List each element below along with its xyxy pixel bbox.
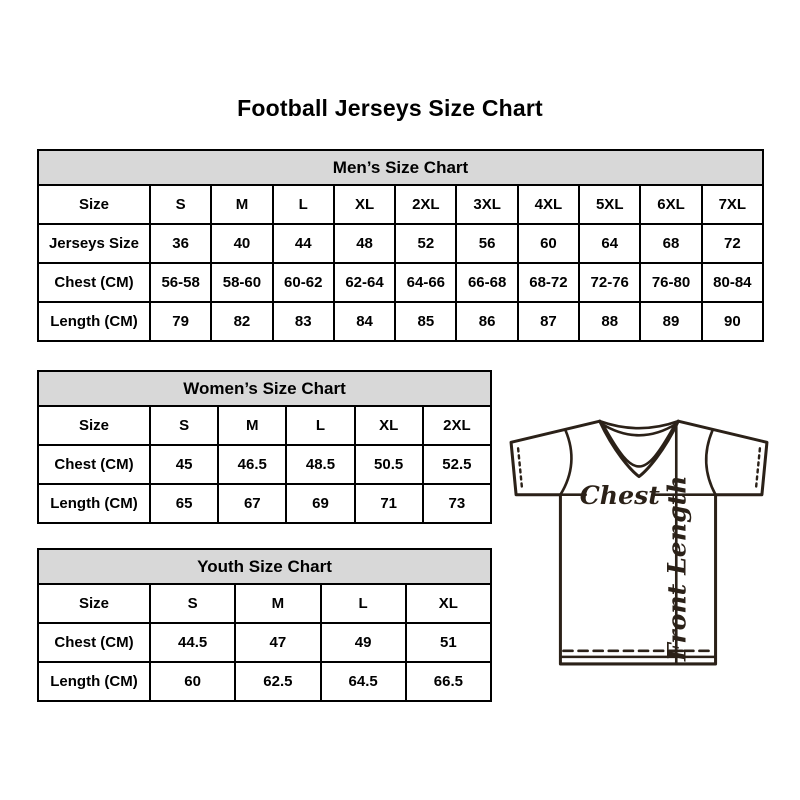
size-cell: 44.5 <box>150 623 235 662</box>
size-cell: 80-84 <box>702 263 763 302</box>
front-length-measure-label: Front Length <box>661 475 692 662</box>
youth-size-table <box>37 548 492 702</box>
row-label: Size <box>38 584 150 623</box>
size-cell: 69 <box>286 484 354 523</box>
jersey-measurement-diagram-icon <box>503 399 775 671</box>
size-cell: 62-64 <box>334 263 395 302</box>
size-cell: XL <box>355 406 423 445</box>
size-cell: 49 <box>321 623 406 662</box>
size-cell: 2XL <box>395 185 456 224</box>
table-row <box>38 302 763 341</box>
table-row <box>38 263 763 302</box>
size-cell: 2XL <box>423 406 491 445</box>
table-row <box>38 584 491 623</box>
row-label: Length (CM) <box>38 662 150 701</box>
mens-size-table <box>37 149 764 342</box>
size-cell: 64 <box>579 224 640 263</box>
row-label: Size <box>38 406 150 445</box>
row-label: Chest (CM) <box>38 445 150 484</box>
size-cell: 67 <box>218 484 286 523</box>
table-row <box>38 185 763 224</box>
size-cell: 50.5 <box>355 445 423 484</box>
table-row <box>38 662 491 701</box>
size-cell: 68-72 <box>518 263 579 302</box>
row-label: Chest (CM) <box>38 263 150 302</box>
size-cell: 62.5 <box>235 662 320 701</box>
row-label: Size <box>38 185 150 224</box>
size-cell: 47 <box>235 623 320 662</box>
size-cell: 71 <box>355 484 423 523</box>
size-cell: 51 <box>406 623 491 662</box>
size-cell: 5XL <box>579 185 640 224</box>
size-cell: 58-60 <box>211 263 272 302</box>
table-row <box>38 406 491 445</box>
size-cell: 36 <box>150 224 211 263</box>
size-cell: 65 <box>150 484 218 523</box>
size-cell: 48.5 <box>286 445 354 484</box>
jersey-outline <box>511 421 767 664</box>
table-row <box>38 484 491 523</box>
size-cell: 45 <box>150 445 218 484</box>
size-cell: 89 <box>640 302 701 341</box>
size-cell: 72 <box>702 224 763 263</box>
size-cell: 66-68 <box>456 263 517 302</box>
size-cell: 64.5 <box>321 662 406 701</box>
size-cell: 87 <box>518 302 579 341</box>
size-cell: S <box>150 185 211 224</box>
size-cell: S <box>150 406 218 445</box>
row-label: Length (CM) <box>38 484 150 523</box>
size-cell: L <box>273 185 334 224</box>
womens-table-title: Women’s Size Chart <box>38 371 491 406</box>
size-cell: 66.5 <box>406 662 491 701</box>
mens-table-title: Men’s Size Chart <box>38 150 763 185</box>
womens-size-table <box>37 370 492 524</box>
size-cell: 56 <box>456 224 517 263</box>
size-cell: 3XL <box>456 185 517 224</box>
row-label: Chest (CM) <box>38 623 150 662</box>
size-cell: 82 <box>211 302 272 341</box>
size-cell: L <box>286 406 354 445</box>
size-cell: 73 <box>423 484 491 523</box>
size-cell: 52 <box>395 224 456 263</box>
size-cell: 76-80 <box>640 263 701 302</box>
size-cell: 48 <box>334 224 395 263</box>
size-cell: XL <box>334 185 395 224</box>
table-row <box>38 445 491 484</box>
size-cell: 60 <box>518 224 579 263</box>
page-title: Football Jerseys Size Chart <box>237 95 543 121</box>
size-cell: 88 <box>579 302 640 341</box>
table-row <box>38 623 491 662</box>
size-cell: 60 <box>150 662 235 701</box>
table-row <box>38 224 763 263</box>
size-cell: 46.5 <box>218 445 286 484</box>
size-cell: 72-76 <box>579 263 640 302</box>
size-cell: 86 <box>456 302 517 341</box>
size-cell: 4XL <box>518 185 579 224</box>
size-cell: M <box>218 406 286 445</box>
size-cell: 40 <box>211 224 272 263</box>
size-cell: 84 <box>334 302 395 341</box>
size-cell: 79 <box>150 302 211 341</box>
row-label: Length (CM) <box>38 302 150 341</box>
size-cell: XL <box>406 584 491 623</box>
size-cell: 68 <box>640 224 701 263</box>
size-cell: M <box>235 584 320 623</box>
size-cell: S <box>150 584 235 623</box>
size-cell: 44 <box>273 224 334 263</box>
size-cell: 60-62 <box>273 263 334 302</box>
size-cell: 83 <box>273 302 334 341</box>
size-cell: 6XL <box>640 185 701 224</box>
size-cell: 56-58 <box>150 263 211 302</box>
youth-table-title: Youth Size Chart <box>38 549 491 584</box>
chest-measure-label: Chest <box>579 479 660 510</box>
size-cell: 90 <box>702 302 763 341</box>
size-cell: M <box>211 185 272 224</box>
size-cell: 64-66 <box>395 263 456 302</box>
row-label: Jerseys Size <box>38 224 150 263</box>
size-cell: L <box>321 584 406 623</box>
size-cell: 7XL <box>702 185 763 224</box>
size-cell: 52.5 <box>423 445 491 484</box>
size-cell: 85 <box>395 302 456 341</box>
